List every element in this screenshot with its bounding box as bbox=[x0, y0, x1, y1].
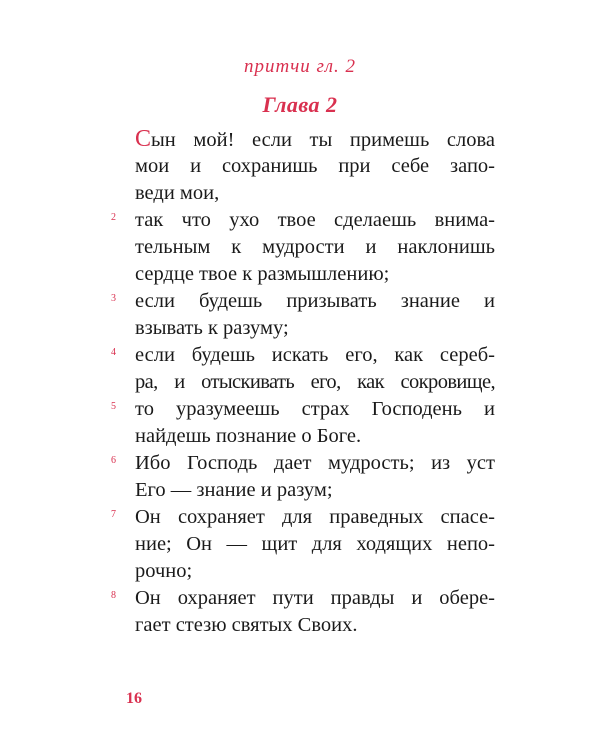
verse-7-line-3: рочно; bbox=[135, 560, 193, 582]
verse-1-line-1-text: ын мой! если ты примешь слова bbox=[151, 129, 495, 151]
page-number: 16 bbox=[126, 690, 142, 707]
verse-5-line-1 bbox=[111, 396, 495, 423]
verse-number: 4 bbox=[111, 347, 116, 358]
verse-8-line-2: гает стезю святых Своих. bbox=[135, 614, 358, 636]
verse-7-line-1 bbox=[111, 504, 495, 531]
verse-3-line-1 bbox=[111, 288, 495, 315]
verse-1-line-2: мои и сохранишь при себе запо- bbox=[135, 155, 495, 177]
verse-3-line-1-text: если будешь призывать знание и bbox=[135, 290, 495, 312]
verse-3-line-2: взывать к разуму; bbox=[135, 317, 289, 339]
chapter-title: Глава 2 bbox=[262, 92, 338, 117]
verse-7-line-2: ние; Он — щит для ходящих непо- bbox=[135, 533, 495, 555]
verse-8-line-1 bbox=[111, 585, 495, 612]
verse-6-line-1-text: Ибо Господь дает мудрость; из уст bbox=[135, 452, 495, 474]
verse-7-line-1-text: Он сохраняет для праведных спасе- bbox=[135, 506, 495, 528]
verse-6-line-1 bbox=[111, 450, 495, 477]
verse-8-line-1-text: Он охраняет пути правды и обере- bbox=[135, 587, 495, 609]
verse-6-line-2: Его — знание и разум; bbox=[135, 479, 333, 501]
verse-5-line-2: найдешь познание о Боге. bbox=[135, 425, 362, 447]
verse-5-line-1-text: то уразумеешь страх Господень и bbox=[135, 398, 495, 420]
drop-cap: С bbox=[135, 126, 152, 152]
verse-4-line-1 bbox=[111, 342, 495, 369]
verse-1-line-3: веди мои, bbox=[135, 182, 220, 204]
verse-number: 2 bbox=[111, 212, 116, 223]
verse-2-line-3: сердце твое к размышлению; bbox=[135, 263, 390, 285]
verse-1-line-1 bbox=[135, 126, 495, 153]
verse-2-line-1-text: так что ухо твое сделаешь внима- bbox=[135, 209, 495, 231]
verse-4-line-1-text: если будешь искать его, как сереб- bbox=[135, 344, 495, 366]
verse-number: 7 bbox=[111, 509, 116, 520]
verse-number: 8 bbox=[111, 590, 116, 601]
verse-4-line-2: ра, и отыскивать его, как сокровище, bbox=[135, 371, 495, 393]
verse-2-line-2: тельным к мудрости и наклонишь bbox=[135, 236, 495, 258]
verse-number: 5 bbox=[111, 401, 116, 412]
verse-2-line-1 bbox=[111, 207, 495, 234]
verse-text-block bbox=[111, 126, 495, 639]
verse-number: 3 bbox=[111, 293, 116, 304]
verse-number: 6 bbox=[111, 455, 116, 466]
running-head: притчи гл. 2 bbox=[244, 56, 356, 77]
